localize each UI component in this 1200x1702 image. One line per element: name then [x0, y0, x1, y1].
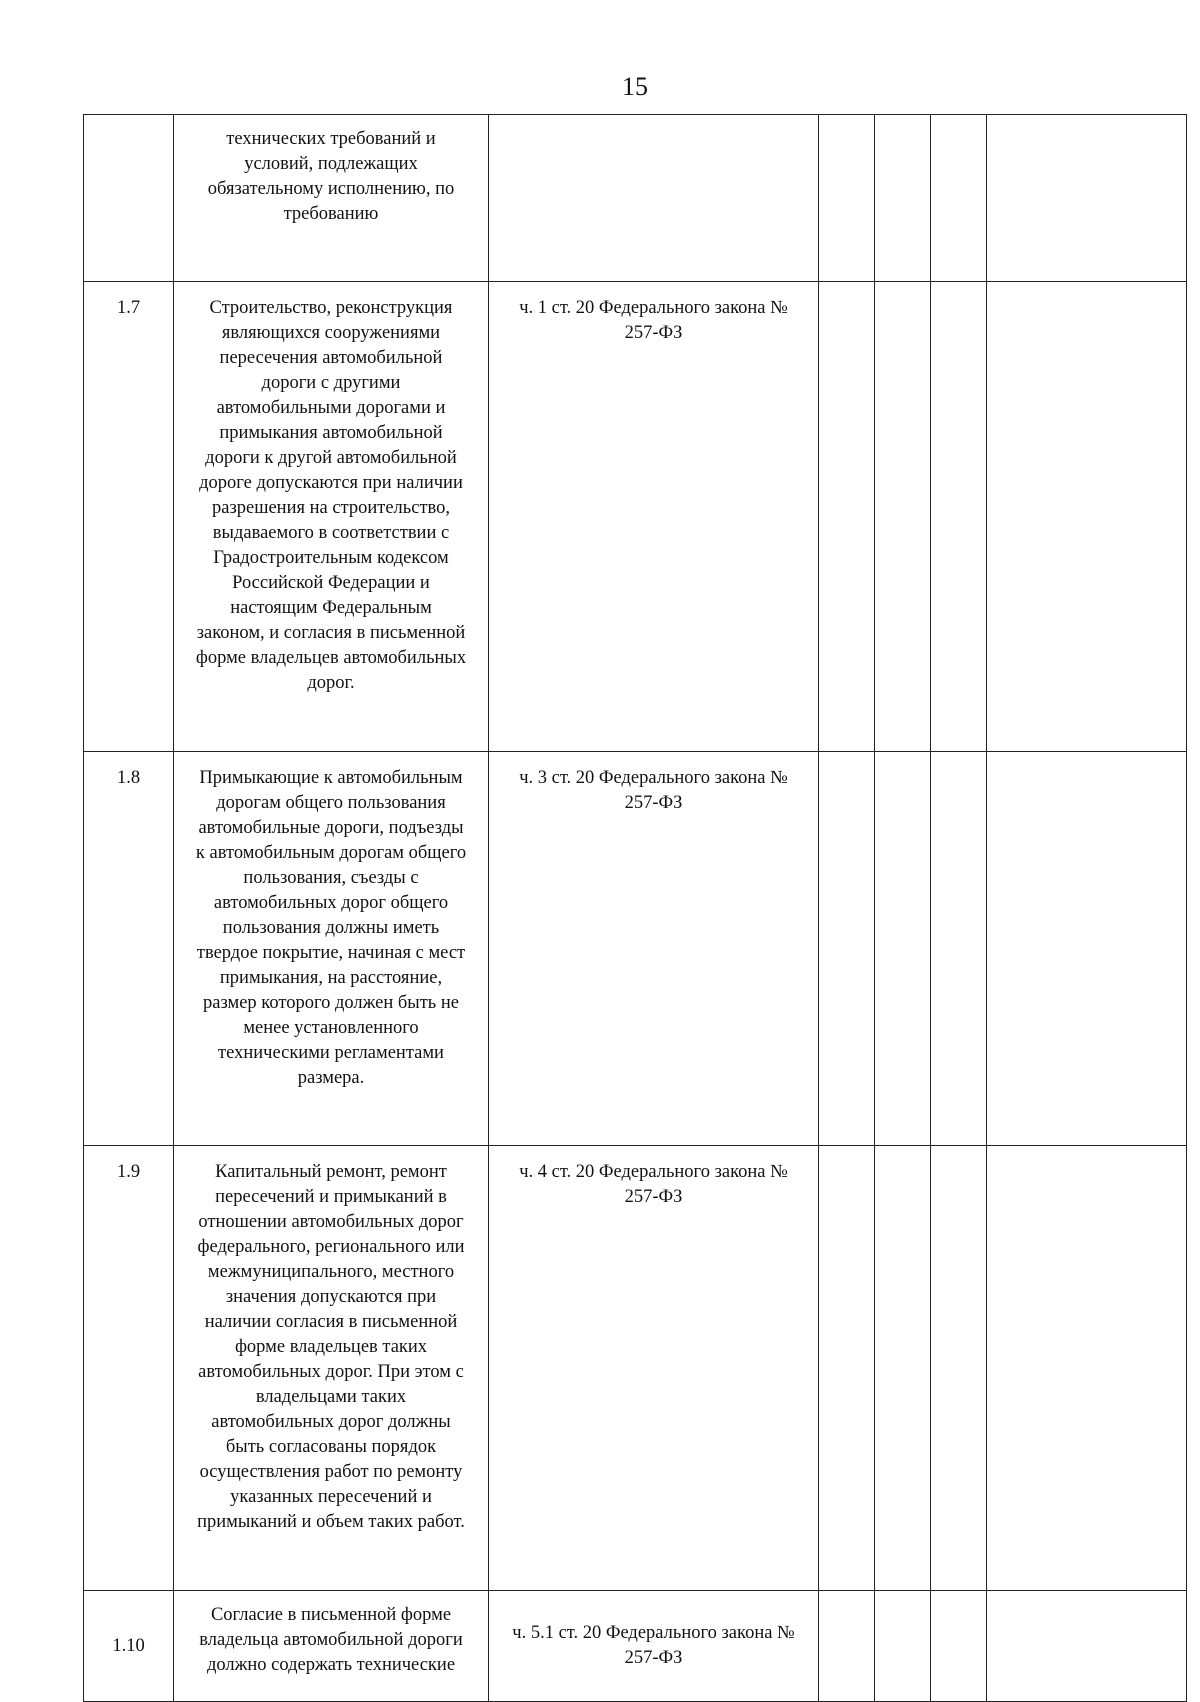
requirement-line: дороги к другой автомобильной	[205, 448, 457, 468]
legal-reference-line: 257-ФЗ	[624, 1187, 683, 1207]
requirement-line: пересечения автомобильной	[219, 348, 443, 368]
requirement-line: пользования должны иметь	[222, 918, 440, 938]
legal-reference-cell	[489, 115, 819, 282]
legal-reference-line: ч. 1 ст. 20 Федерального закона №	[519, 298, 788, 318]
table-row	[84, 282, 1187, 752]
table-row	[84, 1146, 1187, 1591]
requirement-line: межмуниципального, местного	[207, 1262, 455, 1282]
requirement-line: дорогам общего пользования	[216, 793, 446, 813]
requirement-line: пользования, съезды с	[243, 868, 419, 888]
legal-reference-line: 257-ФЗ	[624, 793, 683, 813]
requirement-line: требованию	[283, 204, 379, 224]
empty-cell	[931, 282, 987, 752]
note-cell	[987, 115, 1187, 282]
requirement-line: быть согласованы порядок	[225, 1437, 437, 1457]
requirement-line: менее установленного	[243, 1018, 419, 1038]
requirement-line: Российской Федерации и	[232, 573, 430, 593]
requirement-line: Капитальный ремонт, ремонт	[215, 1162, 447, 1182]
legal-reference-cell	[489, 1591, 819, 1702]
requirement-line: автомобильных дорог общего	[213, 893, 449, 913]
note-cell	[987, 752, 1187, 1146]
legal-reference-line: ч. 3 ст. 20 Федерального закона №	[519, 768, 788, 788]
requirement-cell	[174, 1146, 489, 1591]
requirement-line: владельца автомобильной дороги	[199, 1630, 463, 1650]
requirement-line: примыканий и объем таких работ.	[197, 1512, 465, 1532]
empty-cell	[931, 752, 987, 1146]
legal-reference-line: ч. 5.1 ст. 20 Федерального закона №	[512, 1623, 795, 1643]
requirement-line: Примыкающие к автомобильным	[199, 768, 463, 788]
item-number-cell	[84, 115, 174, 282]
empty-cell	[875, 752, 931, 1146]
note-cell	[987, 1591, 1187, 1702]
requirement-line: условий, подлежащих	[244, 154, 418, 174]
table-row	[84, 752, 1187, 1146]
requirement-line: к автомобильным дорогам общего	[195, 843, 467, 863]
table-row	[84, 1591, 1187, 1702]
requirement-line: техническими регламентами	[218, 1043, 444, 1063]
item-number-cell: 1.10	[84, 1591, 174, 1702]
requirement-line: размер которого должен быть не	[203, 993, 459, 1013]
empty-cell	[931, 1591, 987, 1702]
requirement-line: разрешения на строительство,	[211, 498, 451, 518]
item-number-cell: 1.8	[84, 752, 174, 1146]
requirement-line: дороге допускаются при наличии	[199, 473, 463, 493]
requirement-line: законом, и согласия в письменной	[196, 623, 466, 643]
requirement-line: Строительство, реконструкция	[209, 298, 453, 318]
page-number: 15	[622, 72, 648, 101]
requirement-line: твердое покрытие, начиная с мест	[196, 943, 466, 963]
table-row	[84, 115, 1187, 282]
empty-cell	[875, 115, 931, 282]
requirement-line: настоящим Федеральным	[230, 598, 432, 618]
requirement-line: дороги с другими	[261, 373, 401, 393]
requirement-line: владельцами таких	[255, 1387, 407, 1407]
requirement-line: Градостроительным кодексом	[213, 548, 449, 568]
legal-reference-cell	[489, 1146, 819, 1591]
requirement-line: форме владельцев автомобильных	[195, 648, 467, 668]
empty-cell	[931, 115, 987, 282]
requirements-table	[83, 114, 1187, 1702]
empty-cell	[931, 1146, 987, 1591]
requirement-line: осуществления работ по ремонту	[199, 1462, 463, 1482]
item-number-cell: 1.9	[84, 1146, 174, 1591]
note-cell	[987, 1146, 1187, 1591]
empty-cell	[875, 1591, 931, 1702]
requirement-line: должно содержать технические	[206, 1655, 456, 1675]
requirement-line: дорог.	[307, 673, 355, 693]
empty-cell	[875, 1146, 931, 1591]
empty-cell	[819, 115, 875, 282]
requirement-line: обязательному исполнению, по	[207, 179, 455, 199]
requirement-line: пересечений и примыканий в	[215, 1187, 447, 1207]
requirement-line: выдаваемого в соответствии с	[212, 523, 450, 543]
legal-reference-cell	[489, 282, 819, 752]
requirement-line: автомобильных дорог должны	[211, 1412, 451, 1432]
legal-reference-line: ч. 4 ст. 20 Федерального закона №	[519, 1162, 788, 1182]
requirement-line: автомобильных дорог. При этом с	[198, 1362, 464, 1382]
requirement-line: размера.	[297, 1068, 365, 1088]
requirement-cell	[174, 282, 489, 752]
requirement-line: федерального, регионального или	[197, 1237, 465, 1257]
empty-cell	[819, 1591, 875, 1702]
legal-reference-cell	[489, 752, 819, 1146]
legal-reference-line: 257-ФЗ	[624, 323, 683, 343]
requirement-line: примыкания автомобильной	[219, 423, 443, 443]
requirement-line: примыкания, на расстояние,	[219, 968, 443, 988]
requirement-cell	[174, 752, 489, 1146]
requirement-line: форме владельцев таких	[234, 1337, 428, 1357]
requirement-line: являющихся сооружениями	[221, 323, 441, 343]
requirement-line: Согласие в письменной форме	[210, 1605, 452, 1625]
note-cell	[987, 282, 1187, 752]
requirement-line: технических требований и	[226, 129, 436, 149]
requirement-line: отношении автомобильных дорог	[198, 1212, 464, 1232]
empty-cell	[819, 1146, 875, 1591]
requirement-line: наличии согласия в письменной	[204, 1312, 458, 1332]
requirement-line: указанных пересечений и	[230, 1487, 432, 1507]
item-number-cell: 1.7	[84, 282, 174, 752]
empty-cell	[875, 282, 931, 752]
legal-reference-line: 257-ФЗ	[624, 1648, 683, 1668]
requirement-line: автомобильные дороги, подъезды	[198, 818, 464, 838]
empty-cell	[819, 282, 875, 752]
empty-cell	[819, 752, 875, 1146]
requirement-cell	[174, 1591, 489, 1702]
requirement-line: значения допускаются при	[225, 1287, 437, 1307]
requirement-line: автомобильными дорогами и	[216, 398, 446, 418]
requirement-cell	[174, 115, 489, 282]
